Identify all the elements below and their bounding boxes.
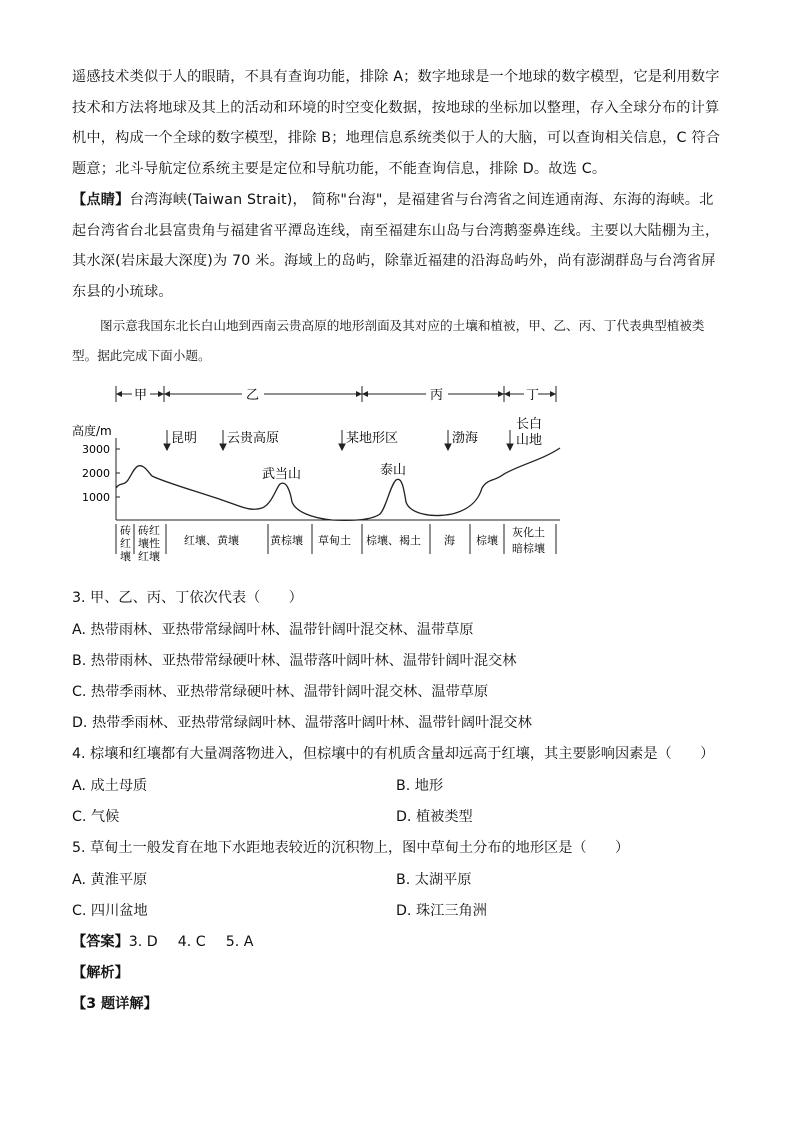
analysis-label: 【解析】 <box>72 965 129 981</box>
place-terrain-region: 某地形区 <box>346 431 399 446</box>
q3-option-d: D. 热带季雨林、亚热带常绿阔叶林、温带落叶阔叶林、温带针阔叶混交林 <box>72 715 532 731</box>
soil-1b: 红 <box>120 537 131 550</box>
soil-9b: 暗棕壤 <box>512 542 545 555</box>
detail-label: 【3 题详解】 <box>72 996 158 1012</box>
y-tick-3000: 3000 <box>82 443 110 456</box>
answer-line <box>72 931 253 951</box>
q5-option-b: B. 太湖平原 <box>396 872 472 888</box>
q5-option-c: C. 四川盆地 <box>72 903 148 919</box>
y-axis-label: 高度/m <box>72 424 112 438</box>
q3-option-b: B. 热带雨林、亚热带常绿硬叶林、温带落叶阔叶林、温带针阔叶混交林 <box>72 653 517 669</box>
place-wudangshan: 武当山 <box>262 467 302 482</box>
q4-stem: 4. 棕壤和红壤都有大量凋落物进入，但棕壤中的有机质含量却远高于红壤，其主要影响因素是（ ） <box>72 746 715 762</box>
answer-4: 4. C <box>177 934 206 950</box>
answer-3: 3. D <box>128 934 158 950</box>
q4-option-d: D. 植被类型 <box>396 809 473 825</box>
soil-3: 红壤、黄壤 <box>184 534 239 547</box>
zone-jia: 甲 <box>134 388 148 403</box>
terrain-profile-figure <box>72 378 572 578</box>
place-yungui-plateau: 云贵高原 <box>227 431 280 446</box>
soil-1c: 壤 <box>120 550 131 563</box>
soil-5: 草甸土 <box>318 534 351 547</box>
zone-yi: 乙 <box>246 388 260 403</box>
y-tick-1000: 1000 <box>82 491 110 504</box>
soil-9a: 灰化土 <box>512 526 545 539</box>
place-taishan: 泰山 <box>380 463 407 478</box>
zone-ding: 丁 <box>526 388 540 403</box>
soil-4: 黄棕壤 <box>270 534 303 547</box>
answer-label: 【答案】 <box>72 934 129 950</box>
soil-8: 棕壤 <box>476 534 498 547</box>
question-intro <box>72 311 724 371</box>
y-tick-2000: 2000 <box>82 467 110 480</box>
soil-2a: 砖红 <box>138 524 160 537</box>
intro-text: 图示意我国东北长白山地到西南云贵高原的地形剖面及其对应的土壤和植被，甲、乙、丙、丁代表典型植被类型。据此完成下面小题。 <box>72 318 705 363</box>
soil-1a: 砖 <box>120 524 131 537</box>
place-bohai: 渤海 <box>452 431 479 446</box>
terrain-line <box>116 448 560 520</box>
q5-option-a: A. 黄淮平原 <box>72 872 148 888</box>
soil-7: 海 <box>444 534 455 547</box>
q3-stem: 3. 甲、乙、丙、丁依次代表（ ） <box>72 590 303 606</box>
note-paragraph <box>72 185 724 307</box>
answer-5: 5. A <box>225 934 254 950</box>
q3-option-c: C. 热带季雨林、亚热带常绿硬叶林、温带针阔叶混交林、温带草原 <box>72 684 489 700</box>
q4-option-a: A. 成土母质 <box>72 778 148 794</box>
place-changbai-2: 山地 <box>516 433 543 448</box>
explanation-paragraph: 遥感技术类似于人的眼睛，不具有查询功能，排除 A；数字地球是一个地球的数字模型，它是利用数字技术和方法将地球及其上的活动和环境的时空变化数据，按地球的坐标加以整理，存入全球分布的计算机中，构成一个全球的数字模型，排除 B；地理信息系统类似于人的大脑，可以查询相关信息，C 符合题意；北斗导航定位系统主要是定位和导航功能，不能查询信息，排除 D。故选 C。 <box>72 69 721 177</box>
q5-stem: 5. 草甸土一般发育在地下水距地表较近的沉积物上，图中草甸土分布的地形区是（ ） <box>72 840 630 856</box>
zone-bing: 丙 <box>430 388 444 403</box>
q3-option-a: A. 热带雨林、亚热带常绿阔叶林、温带针阔叶混交林、温带草原 <box>72 622 474 638</box>
soil-2b: 壤性 <box>138 537 160 550</box>
place-kunming: 昆明 <box>171 431 198 446</box>
soil-6: 棕壤、褐土 <box>366 534 421 547</box>
place-changbai-1: 长白 <box>516 417 543 432</box>
q4-option-b: B. 地形 <box>396 778 444 794</box>
q5-option-d: D. 珠江三角洲 <box>396 903 487 919</box>
q4-option-c: C. 气候 <box>72 809 120 825</box>
profile-svg <box>72 378 572 578</box>
soil-2c: 红壤 <box>138 550 160 563</box>
note-label: 【点睛】 <box>72 192 130 208</box>
note-text: 台湾海峡(Taiwan Strait)， 简称"台海"，是福建省与台湾省之间连通南海、东海的海峡。北起台湾省台北县富贵角与福建省平潭岛连线，南至福建东山岛与台湾鹅銮鼻连线。主要以大陆棚为主，其水深(岩床最大深度)为 70 米。海域上的岛屿，除靠近福建的沿海岛屿外，尚有澎湖群岛与台湾省屏东县的小琉球。 <box>72 192 720 300</box>
